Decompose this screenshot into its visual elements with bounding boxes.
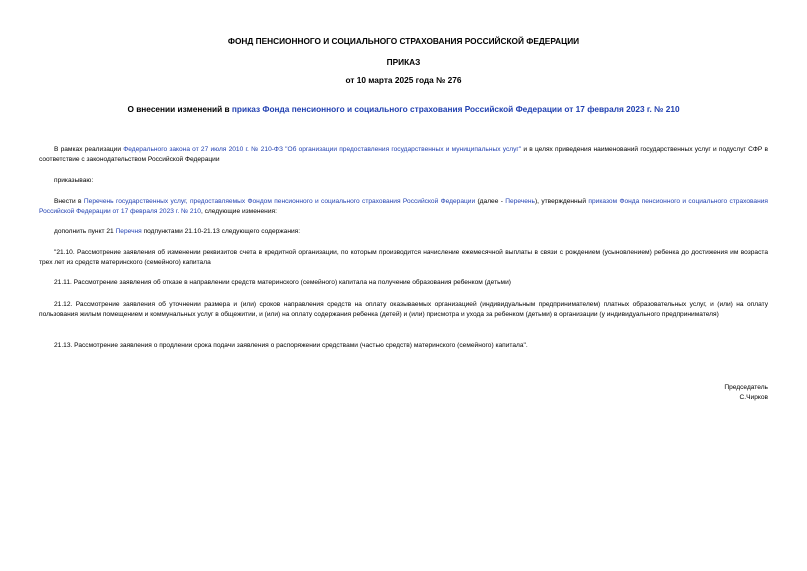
signatory-name: С.Чирков [739,394,768,401]
order-210-link[interactable]: приказом Фонда пенсионного и социального страхования Российской Федерации от 17 февраля 2023 г. № 210 [39,198,768,215]
paragraph-order-word: приказываю: [54,177,94,184]
amendment-text-c: ), утвержденный [534,198,589,205]
supplement-text-b: подпунктами 21.10-21.13 следующего содержания: [141,228,301,235]
preamble-text-a: В рамках реализации [54,146,124,153]
paragraph-supplement [39,227,768,237]
list-link[interactable]: Перечня [115,228,142,235]
paragraph-preamble [39,145,768,165]
document-title [30,104,777,115]
federal-law-link[interactable]: Федерального закона от 27 июля 2010 г. № 210-ФЗ "Об организации предоставления государственных и муниципальных услуг" [123,146,522,153]
amendment-text-a: Внести в [54,198,84,205]
document-type-heading: ПРИКАЗ [386,57,421,67]
signatory-position: Председатель [724,384,768,391]
subitem-21-13: 21.13. Рассмотрение заявления о продлении срока подачи заявления о распоряжении средствами (частью средств) материнского (семейного) капитала". [54,342,528,349]
services-list-link[interactable]: Перечень государственных услуг, предоставляемых Фондом пенсионного и социального страхования Российской Федерации [83,198,476,205]
supplement-text-a: дополнить пункт 21 [54,228,116,235]
subitem-21-10: "21.10. Рассмотрение заявления об изменении реквизитов счета в кредитной организации, по которым производится начисление ежемесячной выплаты в связи с рождением (усыновлением) ребенка до достижения им возраста трех лет из средств материнского (семейного) капитала [39,249,768,266]
subitem-21-12: 21.12. Рассмотрение заявления об уточнении размера и (или) сроков направления средств на оплату оказываемых организацией (индивидуальным предпринимателем) платных образовательных услуг, и (или) на оплату пользования жилым помещением и коммунальных услуг в общежитии, и (или) на оплату содержания ребенка (детей) и (или) присмотра и ухода за ребенком (детьми) в организации (у индивидуального предпринимателя) [39,301,768,318]
title-order-link[interactable]: приказ Фонда пенсионного и социального страхования Российской Федерации от 17 февраля 2023 г. № 210 [231,104,680,114]
paragraph-amendment [39,197,768,217]
amendment-text-b: (далее - [475,198,506,205]
subitem-21-11: 21.11. Рассмотрение заявления об отказе в направлении средств материнского (семейного) капитала на получение образования ребенком (детьми) [54,279,511,286]
organization-heading: ФОНД ПЕНСИОННОГО И СОЦИАЛЬНОГО СТРАХОВАНИЯ РОССИЙСКОЙ ФЕДЕРАЦИИ [227,36,580,46]
title-prefix: О внесении изменений в [127,104,232,114]
preamble-text-b: и в целях приведения наименований государственных услуг и подуслуг СФР в соответствие с законодательством Российской Федерации [39,146,768,163]
amendment-text-d: , следующие изменения: [200,208,277,215]
list-short-link[interactable]: Перечень [505,198,535,205]
document-date-number: от 10 марта 2025 года № 276 [345,75,462,85]
